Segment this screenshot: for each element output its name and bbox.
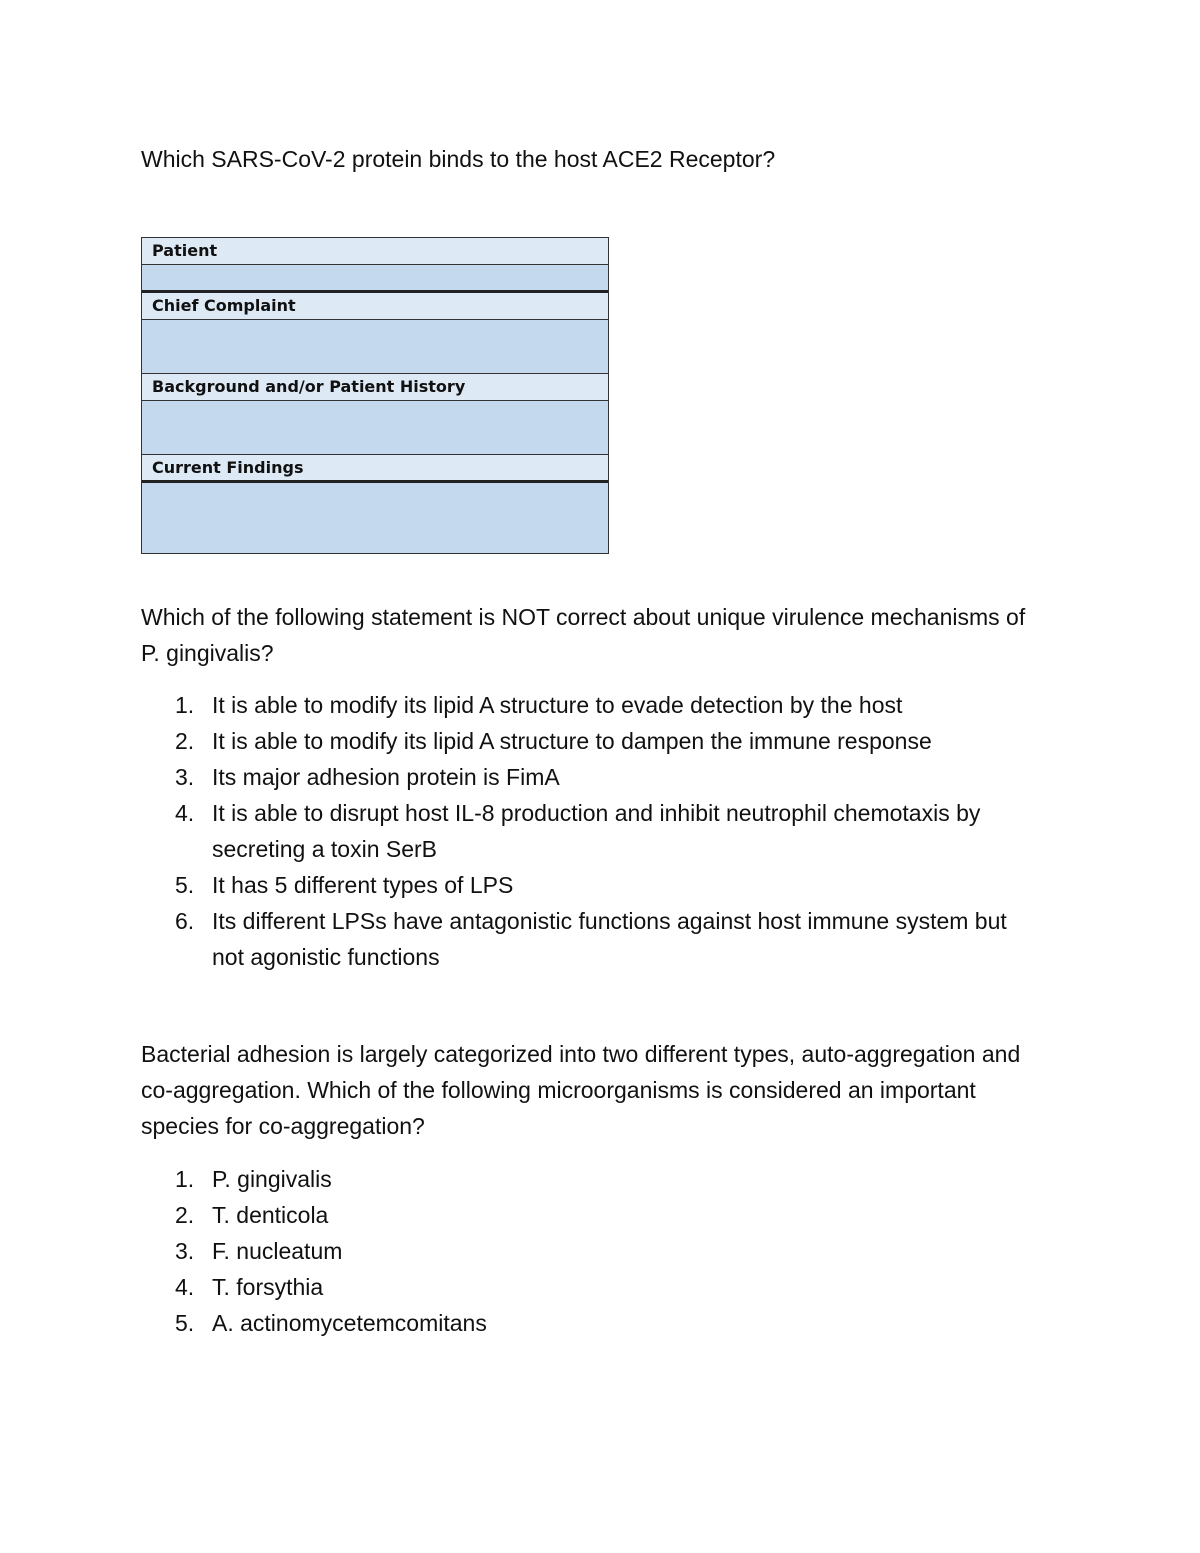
option-text: Its major adhesion protein is FimA xyxy=(212,764,560,790)
background-history-label: Background and/or Patient History xyxy=(142,374,608,401)
chief-complaint-field[interactable] xyxy=(142,320,608,374)
option-text: F. nucleatum xyxy=(212,1238,343,1264)
question-3-text: Bacterial adhesion is largely categorized into two different types, auto-aggregation and co-aggregation. Which of the following microorganisms is considered an important species for co-aggregation? xyxy=(141,1041,1021,1139)
case-form-table xyxy=(141,237,609,554)
option-number: 1. xyxy=(175,1166,195,1192)
option-text: It is able to modify its lipid A structure to dampen the immune response xyxy=(212,728,932,754)
chief-complaint-label: Chief Complaint xyxy=(142,293,608,320)
list-item xyxy=(141,1305,1041,1341)
option-number: 2. xyxy=(175,728,195,754)
option-text: Its different LPSs have antagonistic functions against host immune system but not agonistic functions xyxy=(212,908,1007,970)
question-1-text: Which SARS-CoV-2 protein binds to the host ACE2 Receptor? xyxy=(141,146,776,172)
list-item xyxy=(141,759,1041,795)
patient-field[interactable] xyxy=(142,265,608,293)
option-text: P. gingivalis xyxy=(212,1166,332,1192)
list-item xyxy=(141,1161,1041,1197)
list-item xyxy=(141,1197,1041,1233)
current-findings-field[interactable] xyxy=(142,483,608,552)
option-text: It is able to modify its lipid A structure to evade detection by the host xyxy=(212,692,903,718)
background-history-field[interactable] xyxy=(142,401,608,455)
question-3-options xyxy=(141,1161,1041,1341)
option-text: T. forsythia xyxy=(212,1274,324,1300)
question-2-options xyxy=(141,687,1041,975)
patient-label: Patient xyxy=(142,238,608,265)
list-item xyxy=(141,1233,1041,1269)
option-number: 5. xyxy=(175,1310,195,1336)
current-findings-label: Current Findings xyxy=(142,455,608,483)
option-number: 6. xyxy=(175,908,195,934)
list-item xyxy=(141,687,1041,723)
option-text: It is able to disrupt host IL-8 production and inhibit neutrophil chemotaxis by secreting a toxin SerB xyxy=(212,800,981,862)
option-number: 2. xyxy=(175,1202,195,1228)
list-item xyxy=(141,1269,1041,1305)
list-item xyxy=(141,723,1041,759)
option-number: 4. xyxy=(175,1274,195,1300)
option-number: 3. xyxy=(175,764,195,790)
option-number: 4. xyxy=(175,800,195,826)
list-item xyxy=(141,795,1041,867)
list-item xyxy=(141,903,1041,975)
option-text: It has 5 different types of LPS xyxy=(212,872,514,898)
list-item xyxy=(141,867,1041,903)
option-number: 3. xyxy=(175,1238,195,1264)
option-text: T. denticola xyxy=(212,1202,329,1228)
option-number: 5. xyxy=(175,872,195,898)
option-text: A. actinomycetemcomitans xyxy=(212,1310,487,1336)
question-2-text: Which of the following statement is NOT correct about unique virulence mechanisms of P. gingivalis? xyxy=(141,604,1026,666)
option-number: 1. xyxy=(175,692,195,718)
